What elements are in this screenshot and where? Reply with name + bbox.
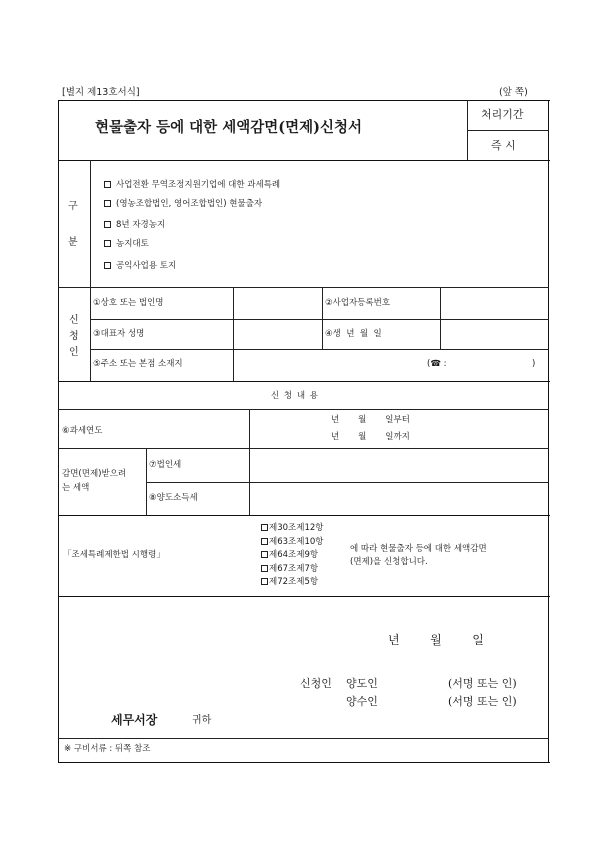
category-option-label: 8년 자경농지 xyxy=(116,220,166,230)
reduced-tax-label-line2: 는 세액 xyxy=(62,483,90,493)
checkbox[interactable] xyxy=(261,538,268,545)
transfer-tax-label: ⑧양도소득세 xyxy=(149,493,198,503)
law-bottom-border xyxy=(58,596,550,597)
article-label: 제30조제12항 xyxy=(269,523,324,533)
birth-date-field[interactable] xyxy=(441,320,548,349)
category-option-3[interactable] xyxy=(104,221,165,230)
category-divider xyxy=(90,160,91,287)
transferor-sign-note[interactable]: (서명 또는 인) xyxy=(448,677,517,690)
category-label-2: 분 xyxy=(68,237,78,248)
phone-close: ) xyxy=(532,359,536,369)
checkbox[interactable] xyxy=(104,262,111,269)
applicant-divider xyxy=(90,287,91,381)
transferee-label: 양수인 xyxy=(346,695,378,708)
corporate-tax-field[interactable] xyxy=(250,449,548,482)
processing-mid-line xyxy=(467,130,549,131)
checkbox[interactable] xyxy=(104,200,111,207)
article-option-1[interactable] xyxy=(261,524,323,533)
applicant-bottom-border xyxy=(58,381,550,382)
tax-year-label: ⑥과세연도 xyxy=(62,426,103,436)
checkbox[interactable] xyxy=(104,181,111,188)
article-option-3[interactable] xyxy=(261,551,318,560)
tax-office-head: 세무서장 xyxy=(111,713,158,727)
category-option-1[interactable] xyxy=(104,181,280,190)
article-label: 제67조제7항 xyxy=(269,564,319,574)
processing-period-label: 처리기간 xyxy=(481,108,524,121)
checkbox[interactable] xyxy=(261,524,268,531)
applicant-label-2: 청 xyxy=(69,331,79,342)
reduced-tax-bottom-border xyxy=(58,515,550,516)
representative-name-field[interactable] xyxy=(234,320,322,349)
applicant-col-line-2 xyxy=(322,287,323,349)
reduced-tax-label-line1: 감면(면제)받으려 xyxy=(62,469,127,479)
category-option-5[interactable] xyxy=(104,262,176,271)
content-section-title: 신 청 내 용 xyxy=(271,391,319,401)
transferor-label: 양도인 xyxy=(346,677,378,690)
transferee-sign-note[interactable]: (서명 또는 인) xyxy=(448,695,517,708)
page-side-label: (앞 쪽) xyxy=(499,87,528,98)
category-option-label: 농지대토 xyxy=(116,239,149,249)
law-act-name: 「조세특례제한법 시행령」 xyxy=(63,550,165,560)
applicant-label: 신청인 xyxy=(300,677,332,690)
law-statement-line1: 에 따라 현물출자 등에 대한 세액감면 xyxy=(350,544,487,554)
business-number-field[interactable] xyxy=(441,288,548,319)
honorific: 귀하 xyxy=(192,715,212,726)
footnote-required-docs: ※ 구비서류 : 뒤쪽 참조 xyxy=(64,744,151,754)
representative-name-label: ③대표자 성명 xyxy=(93,329,145,339)
corporate-tax-label: ⑦법인세 xyxy=(149,460,182,470)
application-date[interactable]: 년 월 일 xyxy=(388,633,484,647)
content-title-line xyxy=(58,409,549,410)
category-option-label: 사업전환 무역조정지원기업에 대한 과세특례 xyxy=(116,180,281,190)
form-title: 현물출자 등에 대한 세액감면(면제)신청서 xyxy=(95,119,362,136)
tax-year-to[interactable]: 년 월 일까지 xyxy=(331,432,410,442)
title-bottom-border xyxy=(58,160,550,161)
article-label: 제63조제10항 xyxy=(269,537,324,547)
article-label: 제72조제5항 xyxy=(269,577,319,587)
business-number-label: ②사업자등록번호 xyxy=(325,298,391,308)
company-name-label: ①상호 또는 법인명 xyxy=(93,298,164,308)
law-statement-line2: (면제)을 신청합니다. xyxy=(350,557,428,567)
checkbox[interactable] xyxy=(104,240,111,247)
form-left-border xyxy=(58,100,59,762)
checkbox[interactable] xyxy=(261,578,268,585)
phone-open: (☎ : xyxy=(427,359,447,369)
company-name-field[interactable] xyxy=(234,288,322,319)
category-option-label: (영농조합법인, 영어조합법인) 현물출자 xyxy=(116,199,263,209)
article-label: 제64조제9항 xyxy=(269,550,319,560)
category-option-label: 공익사업용 토지 xyxy=(116,261,177,271)
category-option-4[interactable] xyxy=(104,240,149,249)
checkbox[interactable] xyxy=(261,551,268,558)
address-label: ⑤주소 또는 본점 소재지 xyxy=(93,359,183,369)
processing-period-value: 즉 시 xyxy=(491,139,516,152)
article-option-5[interactable] xyxy=(261,578,318,587)
birth-date-label: ④생 년 월 일 xyxy=(325,329,382,339)
applicant-label-1: 신 xyxy=(69,315,79,326)
address-field[interactable] xyxy=(234,350,548,381)
checkbox[interactable] xyxy=(104,221,111,228)
article-option-2[interactable] xyxy=(261,538,323,547)
form-bottom-border xyxy=(58,762,550,763)
article-option-4[interactable] xyxy=(261,565,318,574)
form-number: [별지 제13호서식] xyxy=(62,87,140,98)
checkbox[interactable] xyxy=(261,565,268,572)
category-option-2[interactable] xyxy=(104,200,262,209)
signature-bottom-line xyxy=(58,738,549,739)
applicant-label-3: 인 xyxy=(69,347,79,358)
category-label-1: 구 xyxy=(68,201,78,212)
form-top-border xyxy=(58,100,550,101)
transfer-tax-field[interactable] xyxy=(250,483,548,515)
form-right-border xyxy=(548,100,549,762)
tax-year-from[interactable]: 년 월 일부터 xyxy=(331,415,410,425)
